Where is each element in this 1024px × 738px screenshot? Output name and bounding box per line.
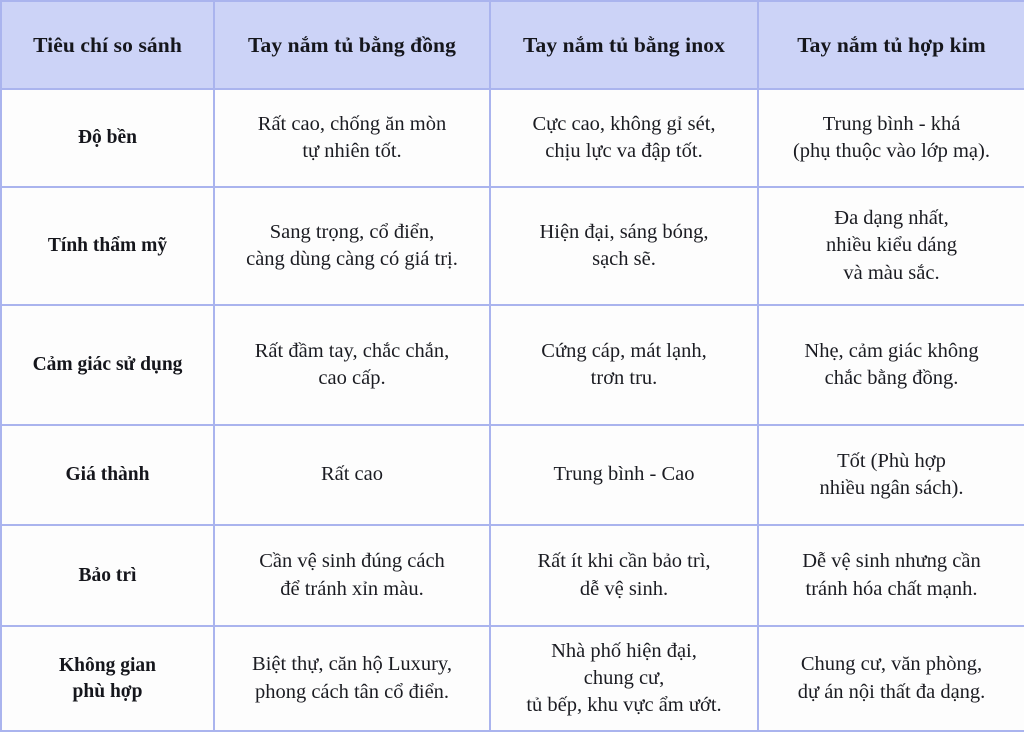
cell-aesthetics-alloy: Đa dạng nhất, nhiều kiểu dáng và màu sắc. xyxy=(758,187,1024,305)
row-header-maintenance: Bảo trì xyxy=(1,525,214,626)
column-header-alloy: Tay nắm tủ hợp kim xyxy=(758,1,1024,89)
table-row xyxy=(1,425,1024,525)
table-row xyxy=(1,89,1024,187)
cell-maintenance-stainless: Rất ít khi cần bảo trì, dễ vệ sinh. xyxy=(490,525,758,626)
cell-durability-stainless: Cực cao, không gỉ sét, chịu lực va đập tốt. xyxy=(490,89,758,187)
cell-maintenance-brass: Cần vệ sinh đúng cách để tránh xỉn màu. xyxy=(214,525,490,626)
table-row xyxy=(1,305,1024,425)
row-header-aesthetics: Tính thẩm mỹ xyxy=(1,187,214,305)
cell-feel-brass: Rất đầm tay, chắc chắn, cao cấp. xyxy=(214,305,490,425)
cell-feel-alloy: Nhẹ, cảm giác không chắc bằng đồng. xyxy=(758,305,1024,425)
cell-price-brass: Rất cao xyxy=(214,425,490,525)
column-header-stainless: Tay nắm tủ bằng inox xyxy=(490,1,758,89)
cell-space-stainless: Nhà phố hiện đại, chung cư, tủ bếp, khu vực ẩm ướt. xyxy=(490,626,758,731)
header-row xyxy=(1,1,1024,89)
cell-durability-alloy: Trung bình - khá (phụ thuộc vào lớp mạ). xyxy=(758,89,1024,187)
cell-space-brass: Biệt thự, căn hộ Luxury, phong cách tân cổ điển. xyxy=(214,626,490,731)
table-row xyxy=(1,187,1024,305)
table-row xyxy=(1,626,1024,731)
cell-aesthetics-brass: Sang trọng, cổ điển, càng dùng càng có giá trị. xyxy=(214,187,490,305)
table-row xyxy=(1,525,1024,626)
row-header-feel: Cảm giác sử dụng xyxy=(1,305,214,425)
table-header xyxy=(1,1,1024,89)
column-header-brass: Tay nắm tủ bằng đồng xyxy=(214,1,490,89)
cell-space-alloy: Chung cư, văn phòng, dự án nội thất đa dạng. xyxy=(758,626,1024,731)
row-header-space: Không gian phù hợp xyxy=(1,626,214,731)
cell-price-stainless: Trung bình - Cao xyxy=(490,425,758,525)
cell-aesthetics-stainless: Hiện đại, sáng bóng, sạch sẽ. xyxy=(490,187,758,305)
cell-feel-stainless: Cứng cáp, mát lạnh, trơn tru. xyxy=(490,305,758,425)
table-body xyxy=(1,89,1024,731)
column-header-criteria: Tiêu chí so sánh xyxy=(1,1,214,89)
cell-price-alloy: Tốt (Phù hợp nhiều ngân sách). xyxy=(758,425,1024,525)
cell-maintenance-alloy: Dễ vệ sinh nhưng cần tránh hóa chất mạnh. xyxy=(758,525,1024,626)
cell-durability-brass: Rất cao, chống ăn mòn tự nhiên tốt. xyxy=(214,89,490,187)
row-header-price: Giá thành xyxy=(1,425,214,525)
row-header-durability: Độ bền xyxy=(1,89,214,187)
